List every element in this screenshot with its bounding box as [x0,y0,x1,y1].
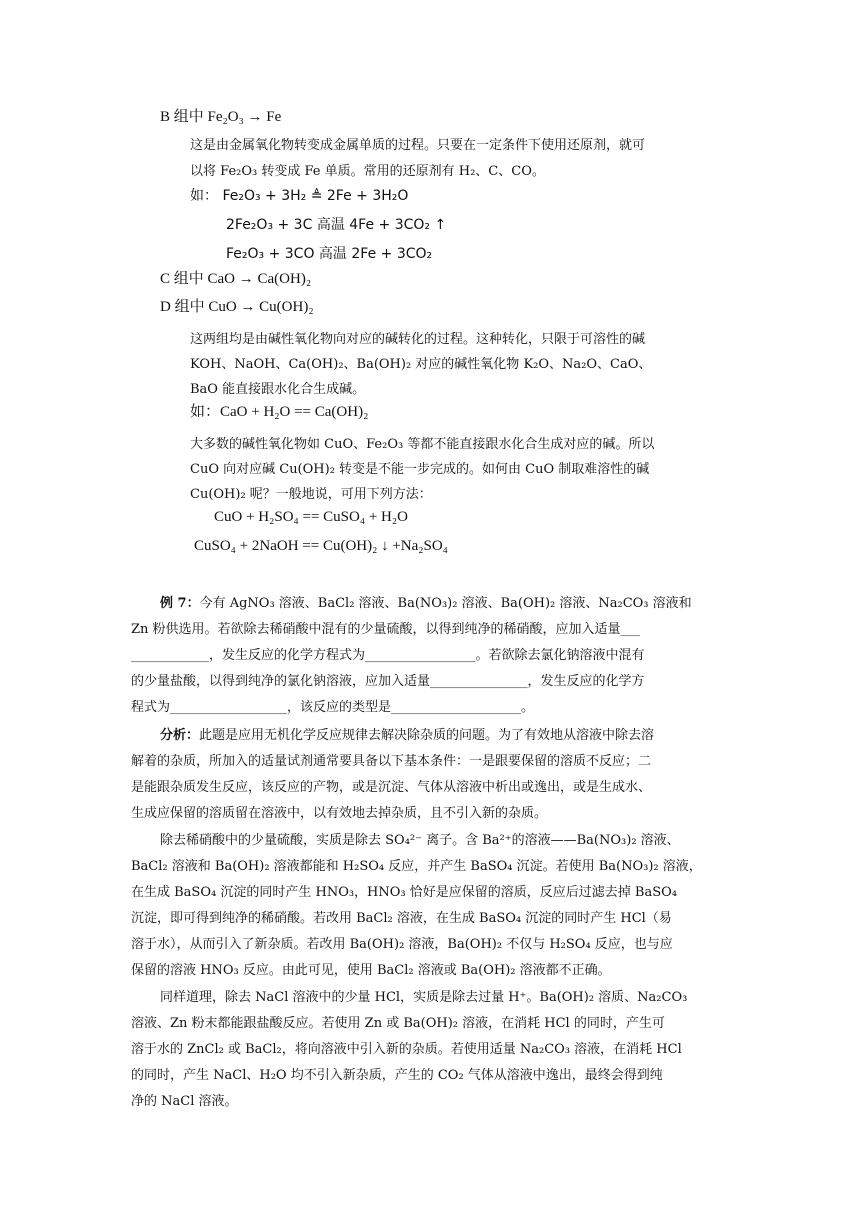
equation-cao-h2o: 如：CaO + H₂O == Ca(OH)₂ [190,404,369,420]
paragraph-line: 生成应保留的溶质留在溶液中，以有效地去掉杂质，且不引入新的杂质。 [131,806,548,821]
paragraph-line: 净的 NaCl 溶液。 [131,1094,238,1109]
heading-b-group: B 组中 Fe₂O₃ → Fe [160,109,282,125]
paragraph-line: 是能跟杂质发生反应，该反应的产物，或是沉淀、气体从溶液中析出或逸出，或是生成水、 [131,780,652,795]
paragraph-line: 大多数的碱性氧化物如 CuO、Fe₂O₃ 等都不能直接跟水化合生成对应的碱。所以 [190,437,655,452]
paragraph-line: BaO 能直接跟水化合生成碱。 [190,382,366,397]
paragraph-line: Cu(OH)₂ 呢？一般地说，可用下列方法： [190,487,432,502]
paragraph-line: 同样道理，除去 NaCl 溶液中的少量 HCl，实质是除去过量 H⁺。Ba(OH)₂ 溶质、Na₂CO₃ [160,990,688,1005]
paragraph-line: 以将 Fe₂O₃ 转变成 Fe 单质。常用的还原剂有 H₂、C、CO。 [190,164,545,179]
example-7-paragraph [160,595,692,613]
paragraph-line: Zn 粉供选用。若欲除去稀硝酸中混有的少量硫酸，以得到纯净的稀硝酸，应加入适量___ [131,622,641,637]
heading-c-group: C 组中 CaO → Ca(OH)₂ [160,271,312,287]
equation-fe2o3-co: Fe₂O₃ + 3CO 高温 2Fe + 3CO₂ [226,246,433,262]
paragraph-line: 保留的溶液 HNO₃ 反应。由此可见，使用 BaCl₂ 溶液或 Ba(OH)₂ 溶液都不正确。 [131,963,611,978]
paragraph-line: 的同时，产生 NaCl、H₂O 均不引入新杂质，产生的 CO₂ 气体从溶液中逸出，最终会得到纯 [131,1068,663,1083]
analysis-label: 分析： [160,728,200,743]
paragraph-line: 沉淀，即可得到纯净的稀硝酸。若改用 BaCl₂ 溶液，在生成 BaSO₄ 沉淀的同时产生 HCl（易 [131,911,672,926]
paragraph-line: 溶于水），从而引入了新杂质。若改用 Ba(OH)₂ 溶液，Ba(OH)₂ 不仅与 H₂SO₄ 反应，也与应 [131,937,673,952]
equation-cuso4-naoh: CuSO₄ + 2NaOH == Cu(OH)₂ ↓ +Na₂SO₄ [194,538,448,554]
paragraph-line: 这两组均是由碱性氧化物向对应的碱转化的过程。这种转化，只限于可溶性的碱 [190,332,646,347]
heading-d-group: D 组中 CuO → Cu(OH)₂ [160,299,314,315]
paragraph-line: 程式为__________________，该反应的类型是____________________。 [131,700,535,715]
paragraph-line: ____________，发生反应的化学方程式为_________________。若欲除去氯化钠溶液中混有 [131,648,645,663]
analysis-text: 此题是应用无机化学反应规律去解决除杂质的问题。为了有效地从溶液中除去溶 [199,728,655,743]
paragraph-line: 除去稀硝酸中的少量硫酸，实质是除去 SO₄²⁻ 离子。含 Ba²⁺的溶液——Ba(NO₃)₂ 溶液、 [160,833,680,848]
paragraph-line: BaCl₂ 溶液和 Ba(OH)₂ 溶液都能和 H₂SO₄ 反应，并产生 BaSO₄ 沉淀。若使用 Ba(NO₃)₂ 溶液， [131,859,702,874]
paragraph-line: 解着的杂质，所加入的适量试剂通常要具备以下基本条件：一是跟要保留的溶质不反应；二 [131,754,652,769]
paragraph-line: 溶于水的 ZnCl₂ 或 BaCl₂，将向溶液中引入新的杂质。若使用适量 Na₂CO₃ 溶液，在消耗 HCl [131,1042,682,1057]
equation-fe2o3-h2: 如： Fe₂O₃ + 3H₂ ≜ 2Fe + 3H₂O [190,188,409,204]
analysis-paragraph [160,727,654,745]
equation-fe2o3-c: 2Fe₂O₃ + 3C 高温 4Fe + 3CO₂ ↑ [226,217,447,233]
paragraph-line: KOH、NaOH、Ca(OH)₂、Ba(OH)₂ 对应的碱性氧化物 K₂O、Na₂O、CaO、 [190,357,652,372]
paragraph-line: 这是由金属氧化物转变成金属单质的过程。只要在一定条件下使用还原剂，就可 [190,138,646,153]
equation-cuo-h2so4: CuO + H₂SO₄ == CuSO₄ + H₂O [214,509,408,525]
paragraph-line: 的少量盐酸，以得到纯净的氯化钠溶液，应加入适量_______________，发生反应的化学方 [131,674,645,689]
paragraph-line: 在生成 BaSO₄ 沉淀的同时产生 HNO₃，HNO₃ 恰好是应保留的溶质，反应后过滤去掉 BaSO₄ [131,885,677,900]
paragraph-line: 溶液、Zn 粉末都能跟盐酸反应。若使用 Zn 或 Ba(OH)₂ 溶液，在消耗 HCl 的同时，产生可 [131,1016,665,1031]
example-7-label: 例 7： [160,596,200,611]
paragraph-line: CuO 向对应碱 Cu(OH)₂ 转变是不能一步完成的。如何由 CuO 制取难溶性的碱 [190,462,650,477]
example-7-text: 今有 AgNO₃ 溶液、BaCl₂ 溶液、Ba(NO₃)₂ 溶液、Ba(OH)₂ 溶液、Na₂CO₃ 溶液和 [199,596,692,611]
